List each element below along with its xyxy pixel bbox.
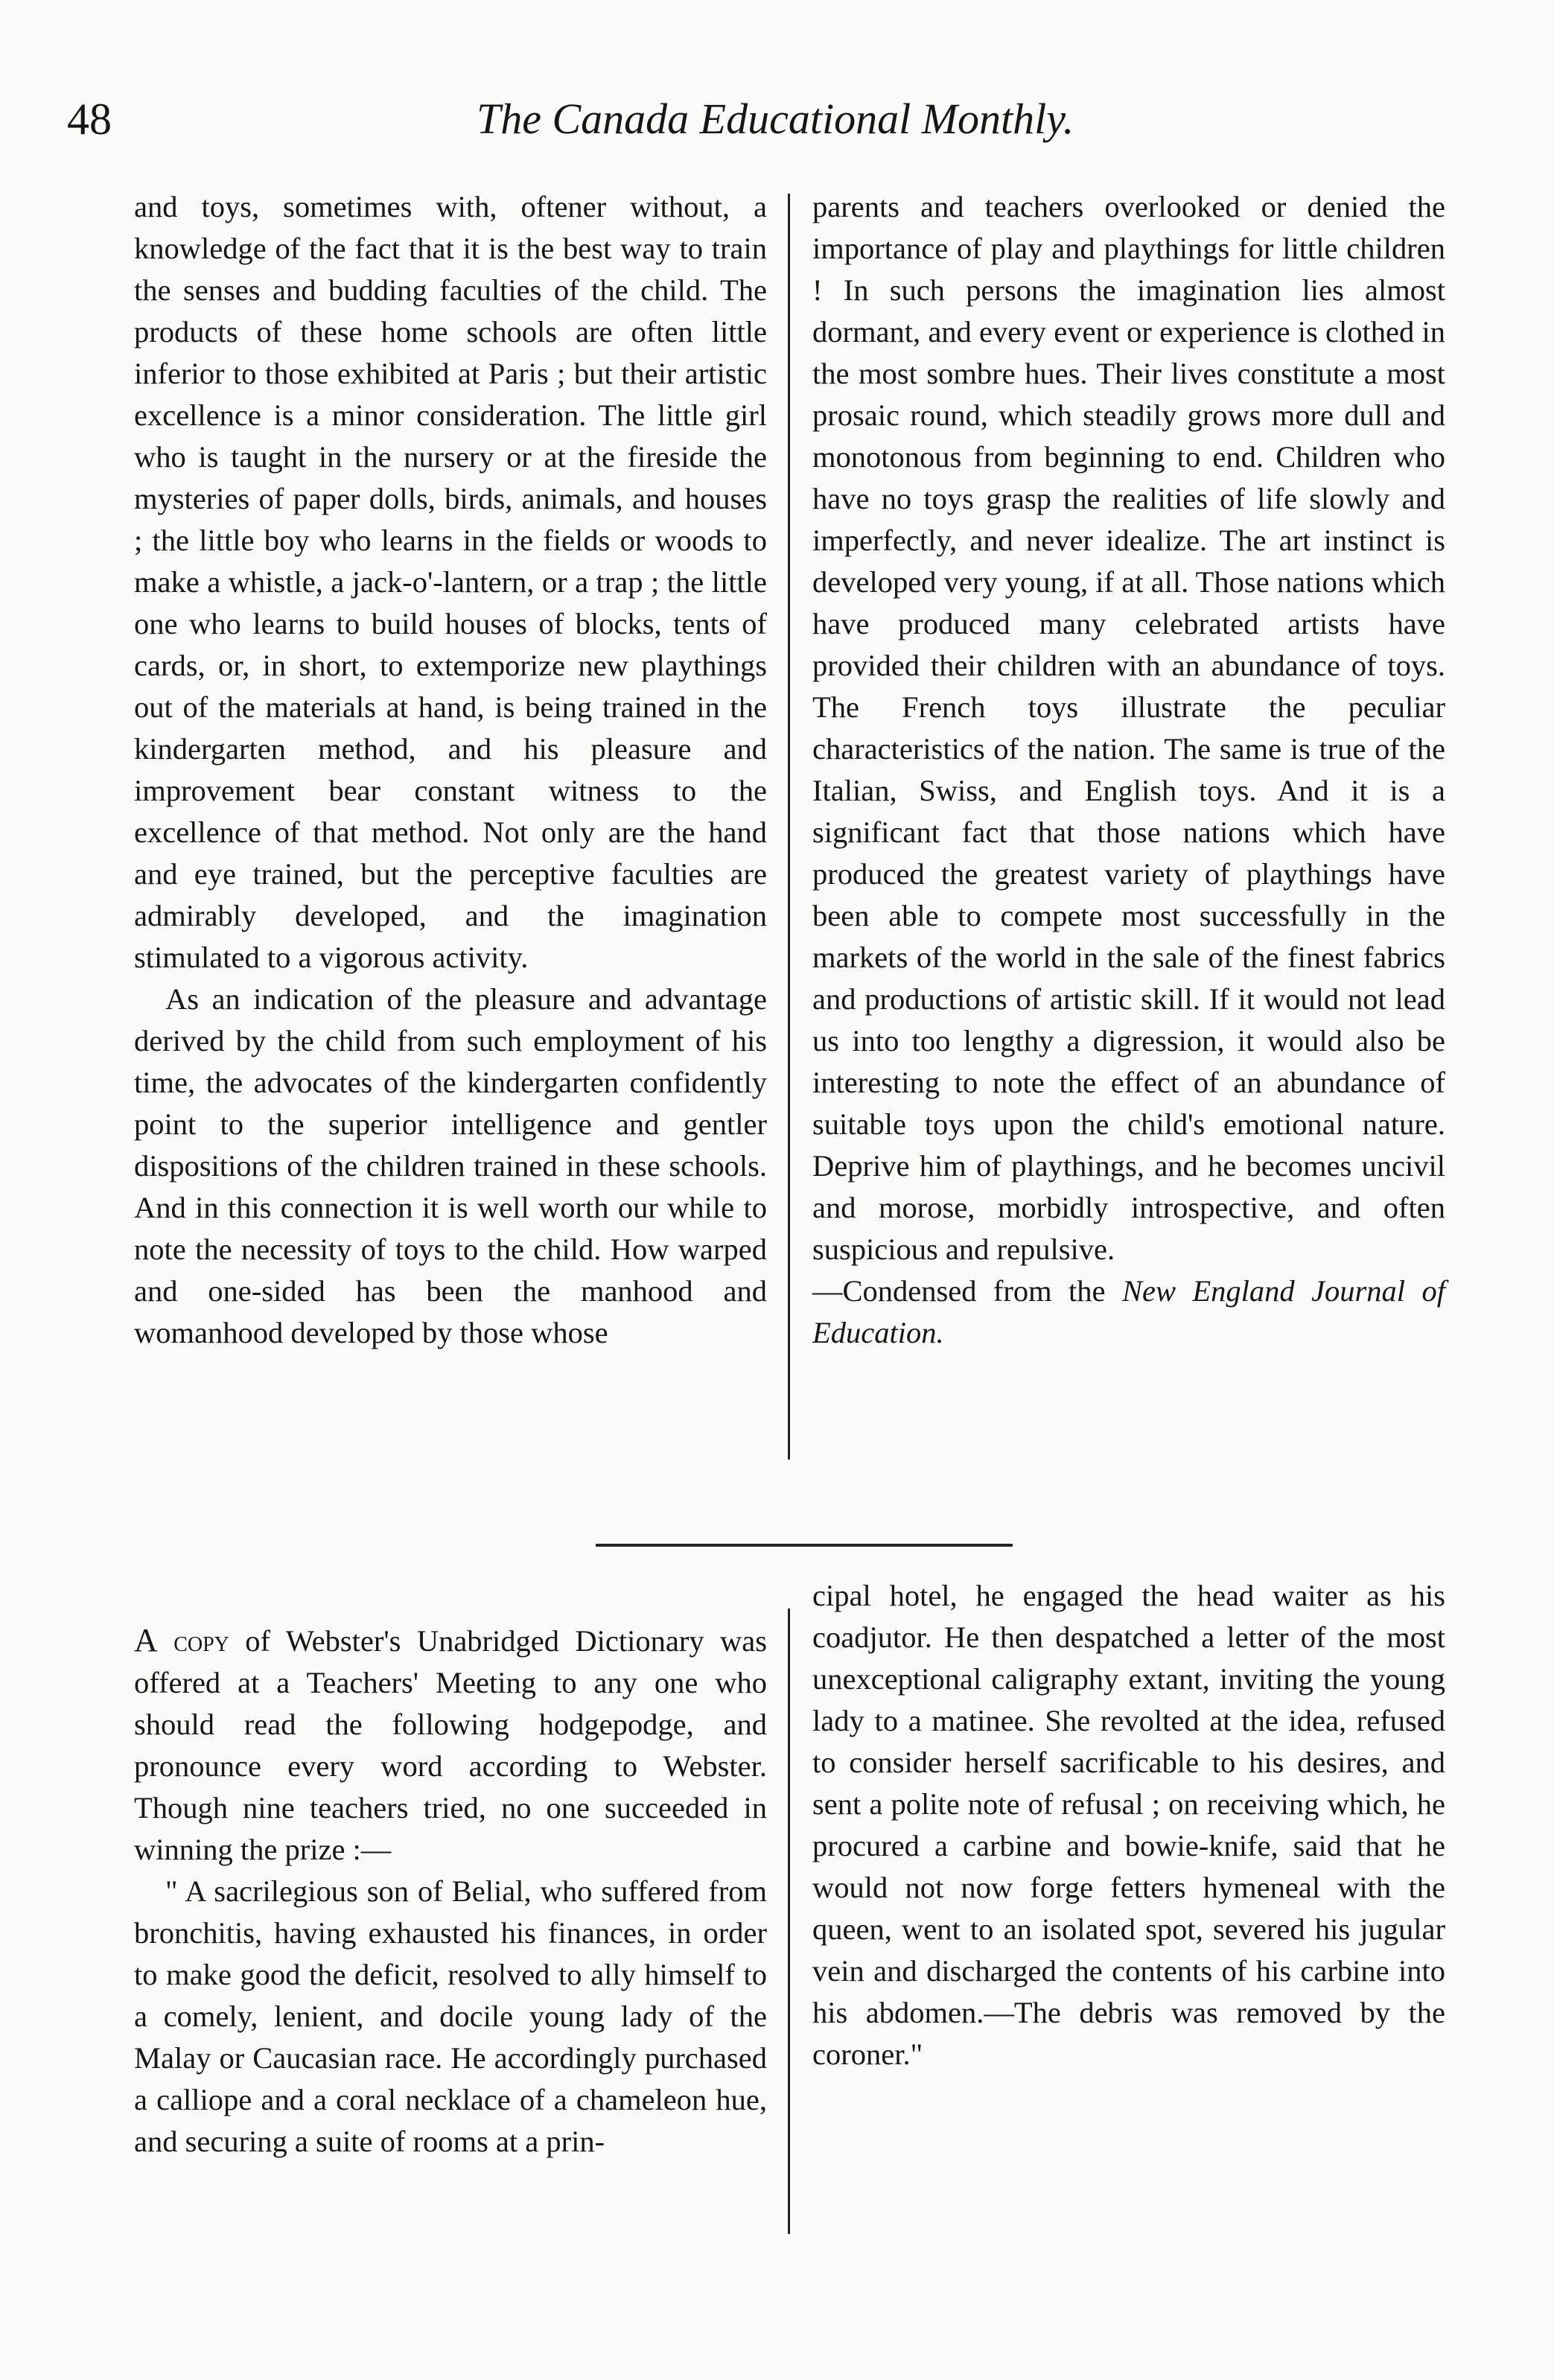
- running-title: The Canada Educational Monthly.: [477, 95, 1074, 143]
- column-rule-bottom: [788, 1609, 790, 2234]
- article2-quote-right: cipal hotel, he engaged the head waiter as his coadjutor. He then despatched a letter of the most unexceptional caligraphy extant, inviting the young lady to a matinee. She revolted at the idea, refused to consider herself sacrificable to his desires, and sent a polite note of refusal ; on receiving which, he procured a carbine and bowie-knife, said that he would not now forge fetters hymeneal with the queen, went to an isolated spot, severed his jugular vein and discharged the contents of his carbine into his abdomen.—The debris was removed by the coroner.": [812, 1579, 1445, 2071]
- article1-paragraph-3: [812, 186, 1445, 1354]
- page-header: [67, 89, 1162, 149]
- column-rule-top: [788, 194, 790, 1460]
- article2-left-column: [134, 1620, 767, 2163]
- article1-left-column: [134, 186, 767, 1354]
- article2-intro: [134, 1620, 767, 1871]
- article1-paragraph-2: As an indication of the pleasure and advantage derived by the child from such employment of his time, the advocates of the kindergarten confidently point to the superior intelligence and gentler dispositions of the children trained in these schools. And in this connection it is well worth our while to note the necessity of toys to the child. How warped and one-sided has been the manhood and womanhood developed by those whose: [134, 982, 767, 1349]
- article2-intro-text: of Webster's Unabridged Dictionary was offered at a Teachers' Meeting to any one who should read the following hodgepodge, and pronounce every word according to Webster. Though nine teachers tried, no one succeeded in winning the prize :—: [134, 1624, 767, 1866]
- article1-right-column: [812, 186, 1445, 1354]
- article2-quote-left: " A sacrilegious son of Belial, who suffered from bronchitis, having exhausted his finances, in order to make good the deficit, resolved to ally himself to a comely, lenient, and docile young lady of the Malay or Caucasian race. He accordingly purchased a calliope and a coral necklace of a chameleon hue, and securing a suite of rooms at a prin-: [134, 1874, 767, 2158]
- article1-paragraph-1: and toys, sometimes with, oftener without, a knowledge of the fact that it is the best way to train the senses and budding faculties of the child. The products of these home schools are often little inferior to those exhibited at Paris ; but their artistic excellence is a minor consideration. The little girl who is taught in the nursery or at the fireside the mysteries of paper dolls, birds, animals, and houses ; the little boy who learns in the fields or woods to make a whistle, a jack-o'-lantern, or a trap ; the little one who learns to build houses of blocks, tents of cards, or, in short, to extemporize new playthings out of the materials at hand, is being trained in the kindergarten method, and his pleasure and improvement bear constant witness to the excellence of that method. Not only are the hand and eye trained, but the perceptive faculties are admirably developed, and the imagination stimulated to a vigorous activity.: [134, 190, 767, 974]
- article1-source-prefix: —Condensed from the: [812, 1274, 1122, 1308]
- article1-source-title: New England Journal of Education.: [812, 1274, 1445, 1349]
- article2-right-column: [812, 1575, 1445, 2075]
- article1-right-text: parents and teachers overlooked or denied the importance of play and playthings for little children ! In such persons the imagination lies almost dormant, and every event or experience is clothed in the most sombre hues. Their lives constitute a most prosaic round, which steadily grows more dull and monotonous from beginning to end. Children who have no toys grasp the realities of life slowly and imperfectly, and never idealize. The art instinct is developed very young, if at all. Those nations which have produced many celebrated artists have provided their children with an abundance of toys. The French toys illustrate the peculiar characteristics of the nation. The same is true of the Italian, Swiss, and English toys. And it is a significant fact that those nations which have produced the greatest variety of playthings have been able to compete most successfully in the markets of the world in the sale of the finest fabrics and productions of artistic skill. If it would not lead us into too lengthy a digression, it would also be interesting to note the effect of an abundance of suitable toys upon the child's emotional nature. Deprive him of playthings, and he becomes uncivil and morose, morbidly introspective, and often suspicious and repulsive.: [812, 190, 1445, 1266]
- article2-lead-word: A: [134, 1622, 158, 1658]
- section-divider: [596, 1544, 1013, 1547]
- article2-lead-smallcaps: copy: [173, 1624, 229, 1658]
- page-number: 48: [67, 95, 112, 144]
